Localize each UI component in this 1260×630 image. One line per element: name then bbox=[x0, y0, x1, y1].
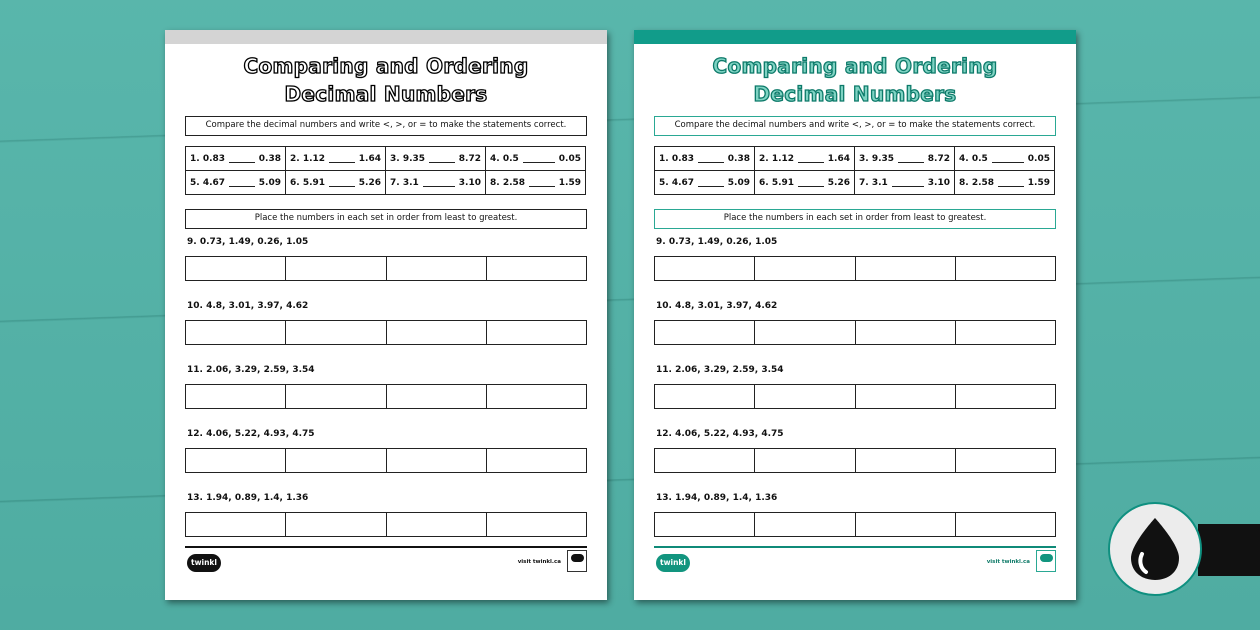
quality-badge-icon bbox=[1036, 550, 1056, 572]
order-question bbox=[165, 493, 607, 537]
answer-row bbox=[654, 320, 1056, 345]
question-label: 13. 1.94, 0.89, 1.4, 1.36 bbox=[187, 493, 309, 503]
answer-box[interactable] bbox=[755, 449, 855, 472]
order-question bbox=[165, 365, 607, 409]
footer-rule bbox=[185, 546, 587, 548]
answer-box[interactable] bbox=[186, 513, 286, 536]
question-label: 11. 2.06, 3.29, 2.59, 3.54 bbox=[656, 365, 784, 375]
question-label: 10. 4.8, 3.01, 3.97, 4.62 bbox=[656, 301, 778, 311]
answer-blank[interactable] bbox=[898, 155, 924, 163]
answer-blank[interactable] bbox=[798, 179, 824, 187]
answer-box[interactable] bbox=[487, 385, 586, 408]
order-question bbox=[165, 237, 607, 281]
compare-cell[interactable]: 8. 2.58 1.59 bbox=[486, 171, 586, 195]
order-question bbox=[634, 429, 1076, 473]
answer-row bbox=[185, 384, 587, 409]
answer-blank[interactable] bbox=[529, 179, 555, 187]
answer-box[interactable] bbox=[487, 449, 586, 472]
compare-cell[interactable]: 8. 2.58 1.59 bbox=[955, 171, 1055, 195]
answer-box[interactable] bbox=[956, 449, 1055, 472]
question-label: 10. 4.8, 3.01, 3.97, 4.62 bbox=[187, 301, 309, 311]
title-line-1: Comparing and Ordering bbox=[243, 54, 529, 78]
twinkl-logo: twinkl bbox=[187, 554, 221, 572]
answer-box[interactable] bbox=[487, 513, 586, 536]
sheet-footer bbox=[654, 546, 1056, 578]
compare-cell[interactable]: 6. 5.91 5.26 bbox=[286, 171, 386, 195]
compare-table bbox=[654, 146, 1055, 195]
answer-box[interactable] bbox=[755, 513, 855, 536]
answer-box[interactable] bbox=[655, 321, 755, 344]
answer-box[interactable] bbox=[286, 257, 386, 280]
ink-saver-bar bbox=[1198, 524, 1260, 576]
compare-cell[interactable]: 5. 4.67 5.09 bbox=[655, 171, 755, 195]
question-label: 9. 0.73, 1.49, 0.26, 1.05 bbox=[187, 237, 309, 247]
answer-box[interactable] bbox=[755, 257, 855, 280]
sheet-footer bbox=[185, 546, 587, 578]
compare-cell[interactable]: 3. 9.35 8.72 bbox=[855, 147, 955, 171]
order-question bbox=[634, 493, 1076, 537]
answer-box[interactable] bbox=[186, 449, 286, 472]
answer-blank[interactable] bbox=[329, 155, 355, 163]
answer-box[interactable] bbox=[655, 257, 755, 280]
answer-row bbox=[185, 256, 587, 281]
answer-box[interactable] bbox=[286, 449, 386, 472]
answer-box[interactable] bbox=[186, 321, 286, 344]
worksheet-title bbox=[634, 52, 1076, 108]
answer-box[interactable] bbox=[286, 385, 386, 408]
order-question bbox=[165, 301, 607, 345]
compare-table bbox=[185, 146, 586, 195]
answer-box[interactable] bbox=[487, 321, 586, 344]
answer-blank[interactable] bbox=[698, 155, 724, 163]
compare-cell[interactable]: 6. 5.91 5.26 bbox=[755, 171, 855, 195]
answer-box[interactable] bbox=[186, 257, 286, 280]
question-label: 11. 2.06, 3.29, 2.59, 3.54 bbox=[187, 365, 315, 375]
compare-cell[interactable]: 4. 0.5 0.05 bbox=[955, 147, 1055, 171]
order-instruction: Place the numbers in each set in order from least to greatest. bbox=[185, 209, 587, 229]
answer-blank[interactable] bbox=[998, 179, 1024, 187]
order-question bbox=[634, 365, 1076, 409]
visit-link[interactable]: visit twinkl.ca bbox=[517, 559, 561, 565]
answer-box[interactable] bbox=[755, 385, 855, 408]
footer-rule bbox=[654, 546, 1056, 548]
answer-box[interactable] bbox=[956, 385, 1055, 408]
answer-box[interactable] bbox=[956, 257, 1055, 280]
answer-blank[interactable] bbox=[229, 179, 255, 187]
answer-row bbox=[654, 448, 1056, 473]
compare-cell[interactable]: 5. 4.67 5.09 bbox=[186, 171, 286, 195]
title-line-1: Comparing and Ordering bbox=[712, 54, 998, 78]
sheet-top-bar bbox=[165, 30, 607, 44]
answer-row bbox=[654, 384, 1056, 409]
answer-blank[interactable] bbox=[329, 179, 355, 187]
compare-instruction: Compare the decimal numbers and write <, >, or = to make the statements correct. bbox=[185, 116, 587, 136]
answer-blank[interactable] bbox=[523, 155, 555, 163]
worksheet-title bbox=[165, 52, 607, 108]
question-label: 12. 4.06, 5.22, 4.93, 4.75 bbox=[656, 429, 784, 439]
answer-row bbox=[185, 448, 587, 473]
answer-box[interactable] bbox=[487, 257, 586, 280]
order-question bbox=[634, 237, 1076, 281]
answer-blank[interactable] bbox=[992, 155, 1024, 163]
answer-box[interactable] bbox=[387, 513, 487, 536]
compare-cell[interactable]: 2. 1.12 1.64 bbox=[286, 147, 386, 171]
answer-box[interactable] bbox=[956, 513, 1055, 536]
answer-box[interactable] bbox=[856, 513, 956, 536]
compare-cell[interactable]: 4. 0.5 0.05 bbox=[486, 147, 586, 171]
compare-instruction: Compare the decimal numbers and write <, >, or = to make the statements correct. bbox=[654, 116, 1056, 136]
answer-box[interactable] bbox=[286, 321, 386, 344]
question-label: 13. 1.94, 0.89, 1.4, 1.36 bbox=[656, 493, 778, 503]
worksheet-color bbox=[634, 30, 1076, 600]
answer-box[interactable] bbox=[856, 257, 956, 280]
twinkl-logo: twinkl bbox=[656, 554, 690, 572]
worksheet-bw bbox=[165, 30, 607, 600]
question-label: 12. 4.06, 5.22, 4.93, 4.75 bbox=[187, 429, 315, 439]
quality-badge-icon bbox=[567, 550, 587, 572]
compare-cell[interactable]: 7. 3.1 3.10 bbox=[386, 171, 486, 195]
order-question bbox=[165, 429, 607, 473]
sheet-top-bar bbox=[634, 30, 1076, 44]
title-line-2: Decimal Numbers bbox=[284, 82, 488, 106]
compare-cell[interactable]: 2. 1.12 1.64 bbox=[755, 147, 855, 171]
compare-cell[interactable]: 3. 9.35 8.72 bbox=[386, 147, 486, 171]
answer-blank[interactable] bbox=[892, 179, 924, 187]
answer-blank[interactable] bbox=[429, 155, 455, 163]
answer-box[interactable] bbox=[186, 385, 286, 408]
answer-box[interactable] bbox=[655, 513, 755, 536]
answer-box[interactable] bbox=[655, 385, 755, 408]
compare-cell[interactable]: 1. 0.83 0.38 bbox=[655, 147, 755, 171]
order-instruction: Place the numbers in each set in order from least to greatest. bbox=[654, 209, 1056, 229]
answer-blank[interactable] bbox=[229, 155, 255, 163]
compare-cell[interactable]: 7. 3.1 3.10 bbox=[855, 171, 955, 195]
answer-box[interactable] bbox=[387, 321, 487, 344]
compare-cell[interactable]: 1. 0.83 0.38 bbox=[186, 147, 286, 171]
order-question bbox=[634, 301, 1076, 345]
answer-blank[interactable] bbox=[798, 155, 824, 163]
answer-row bbox=[654, 512, 1056, 537]
answer-box[interactable] bbox=[387, 385, 487, 408]
title-line-2: Decimal Numbers bbox=[753, 82, 957, 106]
visit-link[interactable]: visit twinkl.ca bbox=[986, 559, 1030, 565]
answer-box[interactable] bbox=[956, 321, 1055, 344]
answer-blank[interactable] bbox=[423, 179, 455, 187]
answer-box[interactable] bbox=[856, 449, 956, 472]
answer-box[interactable] bbox=[286, 513, 386, 536]
answer-box[interactable] bbox=[387, 257, 487, 280]
answer-row bbox=[185, 512, 587, 537]
question-label: 9. 0.73, 1.49, 0.26, 1.05 bbox=[656, 237, 778, 247]
answer-box[interactable] bbox=[655, 449, 755, 472]
answer-box[interactable] bbox=[755, 321, 855, 344]
answer-box[interactable] bbox=[856, 385, 956, 408]
answer-blank[interactable] bbox=[698, 179, 724, 187]
answer-box[interactable] bbox=[387, 449, 487, 472]
answer-box[interactable] bbox=[856, 321, 956, 344]
answer-row bbox=[185, 320, 587, 345]
ink-drop-icon bbox=[1108, 502, 1202, 596]
answer-row bbox=[654, 256, 1056, 281]
